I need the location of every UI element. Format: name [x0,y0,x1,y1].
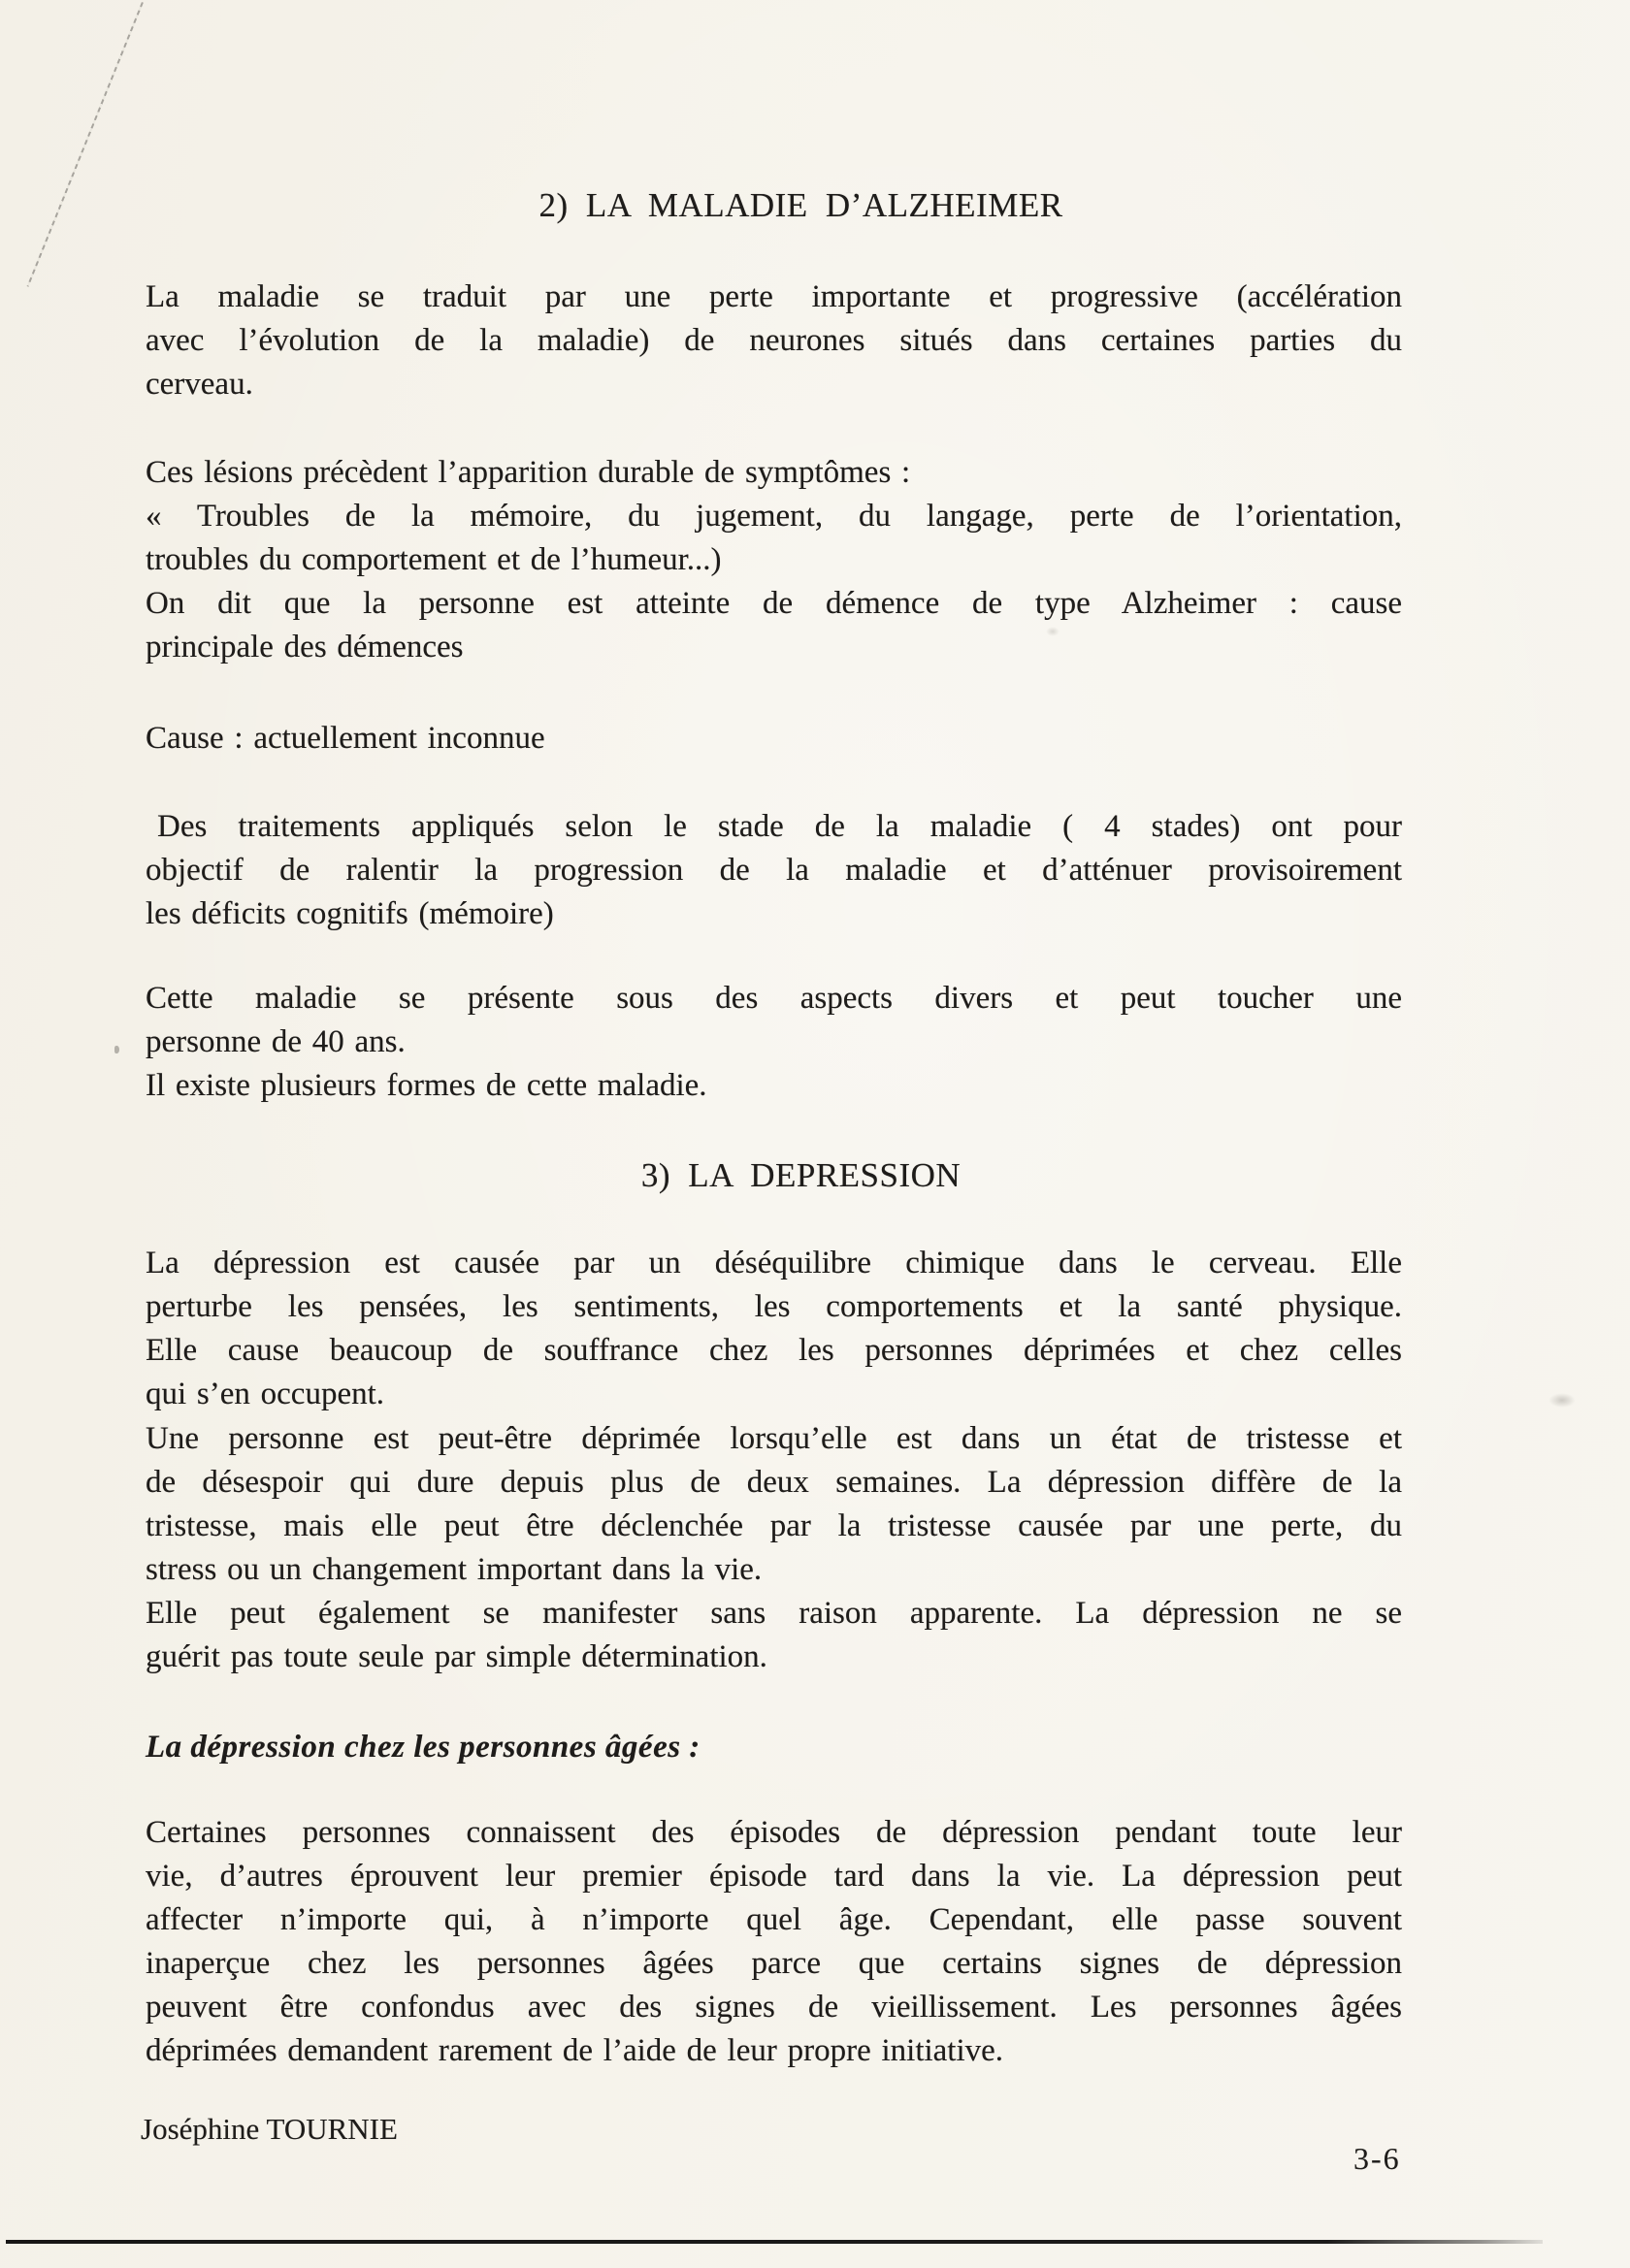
text-line: vie, d’autres éprouvent leur premier épisode tard dans la vie. La dépression peut [146,1859,1402,1894]
text-line: stress ou un changement important dans la vie. [146,1552,763,1587]
text-line: « Troubles de la mémoire, du jugement, du langage, perte de l’orientation, [146,499,1402,534]
paragraph-depression-elderly [146,1811,1402,2073]
text-line: tristesse, mais elle peut être déclenchée par la tristesse causée par une perte, du [146,1508,1402,1543]
paragraph-disease-aspects [146,977,1402,1064]
text-line: guérit pas toute seule par simple détermination. [146,1639,767,1674]
subsection-heading-depression-elderly: La dépression chez les personnes âgées : [146,1730,701,1765]
text-line: troubles du comportement et de l’humeur...) [146,542,722,577]
paragraph-treatments [146,805,1402,936]
paragraph-depression-no-reason [146,1592,1402,1679]
text-line: objectif de ralentir la progression de la maladie et d’atténuer provisoirement [146,853,1402,888]
section-title-depression: 3) LA DEPRESSION [640,1156,962,1194]
text-line: Une personne est peut-être déprimée lorsqu’elle est dans un état de tristesse et [146,1421,1402,1456]
paragraph-disease-forms [146,1064,1402,1108]
text-line: La maladie se traduit par une perte importante et progressive (accélération [146,279,1402,314]
text-line: qui s’en occupent. [146,1377,385,1411]
text-line: Elle peut également se manifester sans raison apparente. La dépression ne se [146,1596,1402,1631]
text-line: Ces lésions précèdent l’apparition durable de symptômes : [146,455,911,490]
text-line: personne de 40 ans. [146,1024,406,1059]
text-line: On dit que la personne est atteinte de démence de type Alzheimer : cause [146,586,1402,621]
paragraph-cause [146,717,1402,761]
text-line: cerveau. [146,367,253,402]
text-line: peuvent être confondus avec des signes de vieillissement. Les personnes âgées [146,1990,1402,2025]
footer-author: Joséphine TOURNIE [141,2112,398,2146]
section-title-alzheimer: 2) LA MALADIE D’ALZHEIMER [538,186,1063,224]
text-line: Elle cause beaucoup de souffrance chez les personnes déprimées et chez celles [146,1333,1402,1368]
text-line: Cause : actuellement inconnue [146,721,545,756]
paragraph-depression-chemical [146,1242,1402,1416]
text-line: affecter n’importe qui, à n’importe quel âge. Cependant, elle passe souvent [146,1902,1402,1937]
text-line: Cette maladie se présente sous des aspects divers et peut toucher une [146,981,1402,1016]
scan-scratch-artifact [27,2,144,287]
text-line: déprimées demandent rarement de l’aide de leur propre initiative. [146,2033,1004,2068]
paragraph-depression-sadness [146,1417,1402,1592]
text-line: principale des démences [146,630,464,664]
paragraph-disease-description [146,275,1402,406]
text-line: de désespoir qui dure depuis plus de deux semaines. La dépression diffère de la [146,1465,1402,1500]
paragraph-lesions-symptoms [146,451,1402,669]
text-line: Certaines personnes connaissent des épisodes de dépression pendant toute leur [146,1815,1402,1850]
text-line: perturbe les pensées, les sentiments, les comportements et la santé physique. [146,1289,1402,1324]
text-line: avec l’évolution de la maladie) de neurones situés dans certaines parties du [146,323,1402,358]
text-line: les déficits cognitifs (mémoire) [146,896,554,931]
scan-smudge [114,1046,119,1053]
text-line: La dépression est causée par un déséquilibre chimique dans le cerveau. Elle [146,1246,1402,1280]
text-line: inaperçue chez les personnes âgées parce que certains signes de dépression [146,1946,1402,1981]
scan-edge-line [6,2240,1543,2244]
text-line: Il existe plusieurs formes de cette maladie. [146,1068,707,1103]
page-number: 3-6 [1353,2141,1401,2176]
scan-smudge [1548,1393,1576,1408]
text-line: Des traitements appliqués selon le stade de la maladie ( 4 stades) ont pour [157,809,1402,844]
